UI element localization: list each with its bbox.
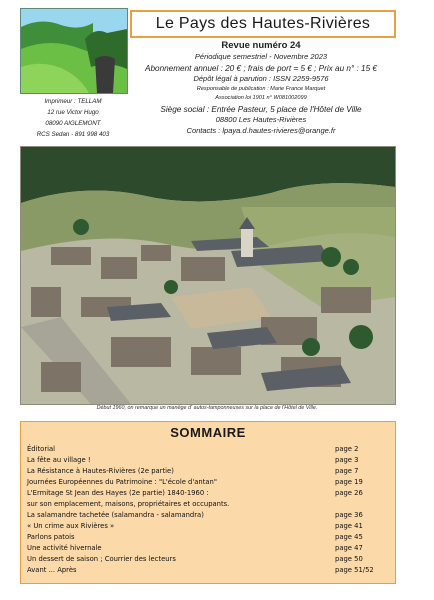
printer-town: 08090 AIGLEMONT [45, 120, 101, 127]
toc-entry-page: page 41 [335, 522, 363, 530]
toc-entry-title: Parlons patois [27, 533, 75, 541]
toc-entry-title: Journées Européennes du Patrimoine : "L'école d'antan" [27, 478, 217, 486]
toc-entry[interactable] [27, 521, 389, 532]
toc-entry-continuation [27, 499, 389, 510]
printer-street: 12 rue Victor Hugo [47, 109, 99, 116]
toc-entry-title: Une activité hivernale [27, 544, 102, 552]
toc-entry-title: sur son emplacement, maisons, propriétaires et occupants. [27, 500, 230, 508]
toc-entry[interactable] [27, 488, 389, 499]
toc-entry[interactable] [27, 554, 389, 565]
legal-deposit: Dépôt légal à parution : ISSN 2259-9576 [193, 74, 329, 84]
sommaire-heading: SOMMAIRE [170, 424, 246, 440]
publication-director: Responsable de publication : Marie France Marquet [196, 85, 326, 92]
aerial-village-photo [20, 146, 396, 405]
toc-entry-title: La fête au village ! [27, 456, 91, 464]
toc-entry-title: Avant ... Après [27, 566, 77, 574]
toc-entry[interactable] [27, 543, 389, 554]
printer-info [20, 96, 126, 140]
toc-entry-page: page 36 [335, 511, 363, 519]
landscape-logo-icon [21, 9, 127, 93]
toc-entry[interactable] [27, 455, 389, 466]
toc-entry[interactable] [27, 466, 389, 477]
sommaire-list [20, 442, 396, 584]
head-office-town: 08800 Les Hautes-Rivières [215, 115, 307, 125]
subscription-prices: Abonnement annuel : 20 € ; frais de port = 5 € ; Prix au n° : 15 € [145, 63, 377, 73]
contact-email[interactable]: Contacts : lpaya.d.hautes-rivieres@orange.fr [186, 125, 336, 135]
head-office: Siège social : Entrée Pasteur, 5 place de l'Hôtel de Ville [160, 104, 362, 114]
issue-number: Revue numéro 24 [221, 40, 301, 51]
toc-entry-page: page 3 [335, 456, 359, 464]
toc-entry[interactable] [27, 444, 389, 455]
toc-entry-title: La salamandre tachetée (salamandra - salamandra) [27, 511, 204, 519]
toc-entry-page: page 45 [335, 533, 363, 541]
toc-entry-title: L'Ermitage St Jean des Hayes (2e partie) 1840-1960 : [27, 489, 209, 497]
journal-title-box [130, 10, 396, 38]
toc-entry-page: page 26 [335, 489, 363, 497]
toc-entry-page: page 47 [335, 544, 363, 552]
photo-caption: Début 1960, on remarque un manège d' autos-tamponneuses sur la place de l'Hôtel de Ville. [96, 405, 318, 411]
toc-entry-title: Un dessert de saison ; Courrier des lecteurs [27, 555, 176, 563]
printer-rcs: RCS Sedan - 891 998 403 [36, 131, 110, 138]
periodicity: Périodique semestriel - Novembre 2023 [194, 52, 328, 61]
association-logo [20, 8, 128, 94]
toc-entry-page: page 50 [335, 555, 363, 563]
toc-entry-page: page 19 [335, 478, 363, 486]
toc-entry-title: Éditorial [27, 445, 56, 453]
sommaire-heading-box [20, 421, 396, 443]
toc-entry-page: page 7 [335, 467, 359, 475]
journal-title: Le Pays des Hautes-Rivières [155, 15, 371, 32]
toc-entry[interactable] [27, 510, 389, 521]
printer-name: Imprimeur : TELLAM [44, 98, 102, 105]
publication-info [130, 40, 392, 136]
toc-entry[interactable] [27, 477, 389, 488]
toc-entry-title: La Résistance à Hautes-Rivières (2e partie) [27, 467, 174, 475]
toc-entry-page: page 2 [335, 445, 359, 453]
toc-entry-page: page 51/52 [335, 566, 374, 574]
toc-entry[interactable] [27, 532, 389, 543]
toc-entry-title: « Un crime aux Rivières » [27, 522, 115, 530]
village-aerial-image-icon [21, 147, 395, 404]
toc-entry[interactable] [27, 565, 389, 576]
association-number: Association loi 1901 n° W081002099 [215, 95, 307, 102]
